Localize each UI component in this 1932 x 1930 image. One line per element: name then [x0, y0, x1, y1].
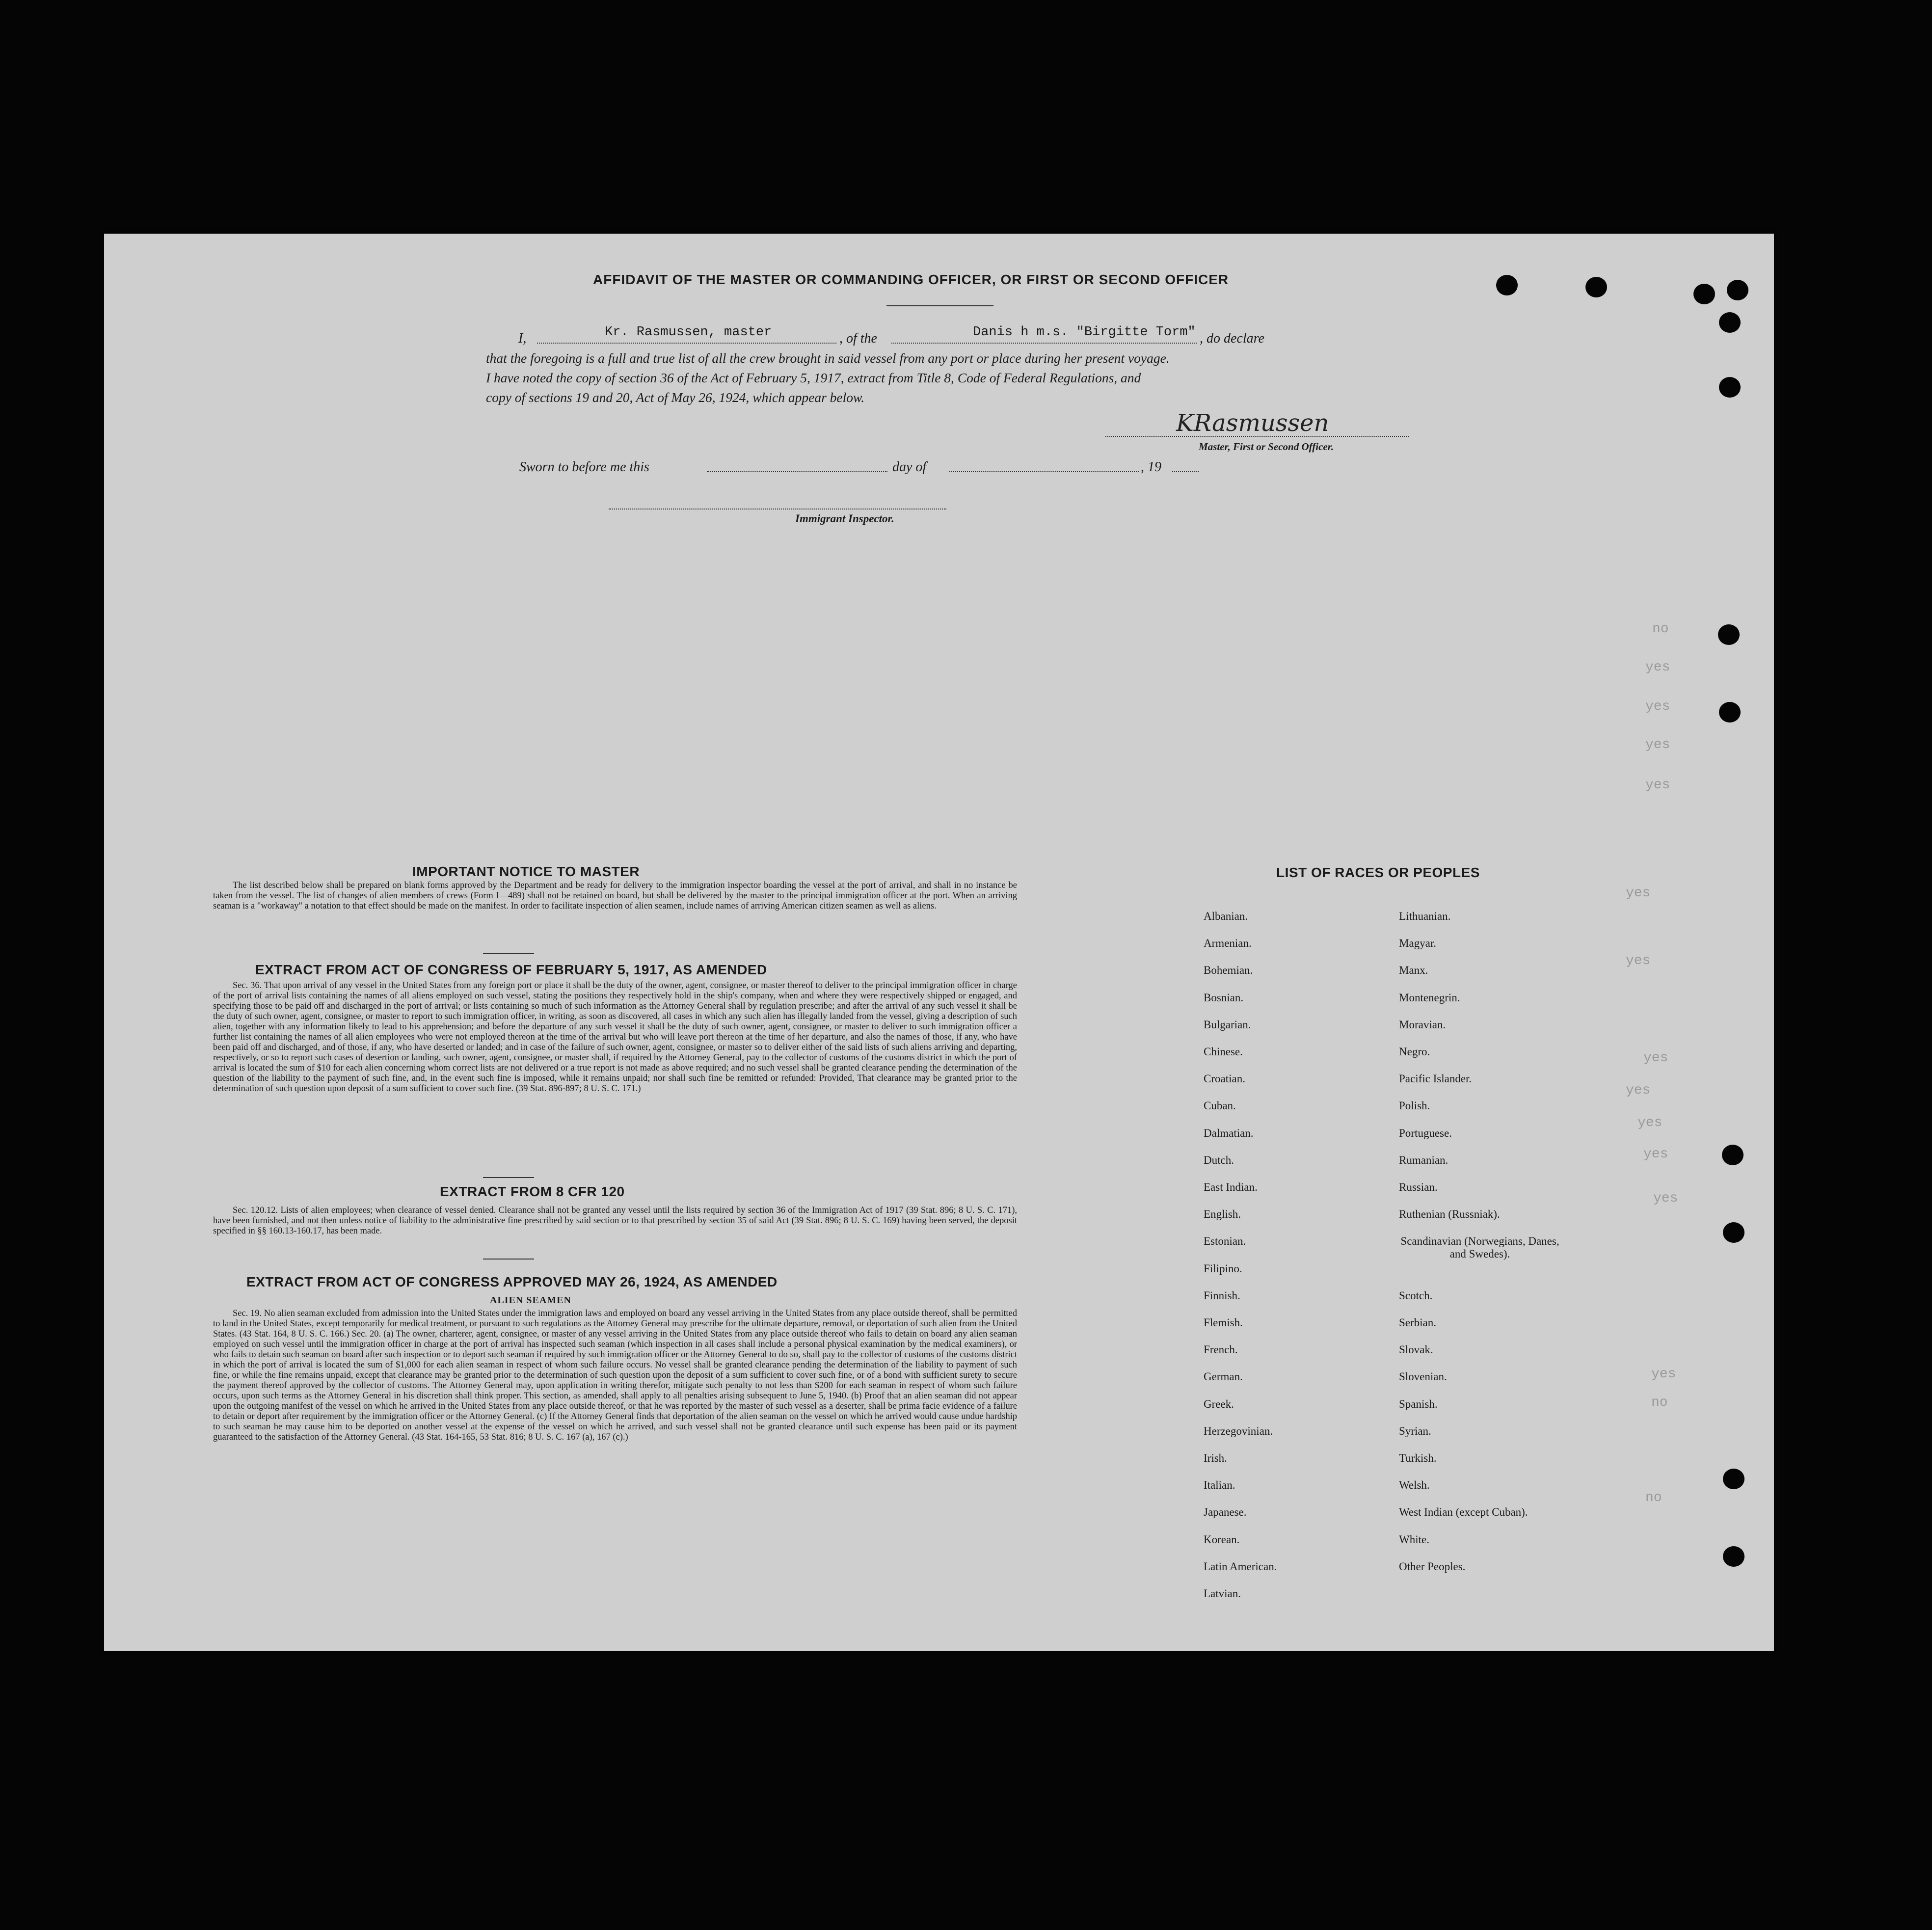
bleed-through-mark: yes: [1626, 885, 1651, 901]
punch-hole: [1496, 275, 1518, 295]
race-item: Welsh.: [1399, 1479, 1430, 1492]
race-item: Croatian.: [1204, 1072, 1245, 1085]
race-item: Armenian.: [1204, 937, 1252, 950]
bleed-through-mark: yes: [1626, 1083, 1651, 1098]
section-divider: [483, 953, 534, 954]
race-item: Scandinavian (Norwegians, Danes, and Swedes).: [1400, 1235, 1559, 1260]
race-item: Italian.: [1204, 1479, 1235, 1492]
race-item: Filipino.: [1204, 1262, 1242, 1275]
extract-1924-subtitle: ALIEN SEAMEN: [490, 1295, 571, 1306]
race-item: Estonian.: [1204, 1235, 1246, 1248]
race-item: Spanish.: [1399, 1397, 1438, 1410]
vessel-name-value: Danis h m.s. "Birgitte Torm": [973, 325, 1196, 340]
bleed-through-mark: yes: [1643, 1147, 1668, 1162]
race-item: Albanian.: [1204, 910, 1248, 922]
extract-cfr-body: Sec. 120.12. Lists of alien employees; when clearance of vessel denied. Clearance shall not be granted any vessel until the lists required by section 36 of the Immigration Act of 1917 (39 Stat. 896; 8 U. S. C. 171), have been furnished, and not then unless notice of liability to the administrative fine prescribed by said section or to that prescribed by section 35 of said Act (39 Stat. 896; 8 U. S. C. 169) having been served, the deposit specified in §§ 160.13-160.17, has been made.: [213, 1206, 1017, 1236]
race-item: Portuguese.: [1399, 1126, 1452, 1139]
sworn-label: Sworn to before me this: [519, 459, 649, 475]
section-divider: [483, 1259, 534, 1260]
race-item: Greek.: [1204, 1397, 1234, 1410]
race-item: Bohemian.: [1204, 964, 1253, 977]
punch-hole: [1722, 1145, 1744, 1165]
sworn-day-line: [707, 471, 887, 472]
race-item: Polish.: [1399, 1099, 1430, 1112]
bleed-through-mark: yes: [1626, 953, 1651, 968]
extract-1917-body: Sec. 36. That upon arrival of any vessel in the United States from any foreign port or place it shall be the duty of the owner, agent, consignee, or master thereof to deliver to the principal immigration officer in charge of the port of arrival lists containing the names of all aliens employed on such vessel, stating the positions they respectively hold in the ship's company, when and where they were respectively shipped or engaged, and specifying those to be paid off and discharged in the port of arrival; or lists containing so much of such information as the Attorney General shall by regulation prescribe; and after the arrival of any such vessel it shall be the duty of such owner, agent, consignee, or master to report to such immigration officer, in writing, as soon as discovered, all cases in which any such alien has illegally landed from the vessel, giving a description of such alien, together with any information likely to lead to his apprehension; and before the departure of any such vessel it shall be the duty of such owner, agent, consignee, or master to deliver to such immigration officer a further list containing the names of all alien employees who were not employed thereon at the time of the arrival but who will leave port thereon at the time of her departure, and also the names of those, if any, who have been paid off and discharged, and of those, if any, who have deserted or landed; and in case of the failure of such owner, agent, consignee, or master so to deliver either of the said lists of such aliens arriving and departing, respectively, or so to report such cases of desertion or landing, such owner, agent, consignee, or master shall, if required by the Attorney General, pay to the collector of customs of the customs district in which the port of arrival is located the sum of $10 for each alien concerning whom correct lists are not delivered or a true report is not made as above required; and no such vessel shall be granted clearance pending the determination of the question of the liability to the payment of such fine, and, in the event such fine is imposed, while it remains unpaid; nor shall such fine be remitted or refunded: Provided, That clearance may be granted prior to the determination of such question upon deposit of a sum sufficient to cover such fine. (39 Stat. 896-897; 8 U. S. C. 171.): [213, 981, 1017, 1094]
race-item: Flemish.: [1204, 1316, 1243, 1329]
affidavit-line-4: copy of sections 19 and 20, Act of May 26, 1924, which appear below.: [486, 390, 865, 405]
race-item: Moravian.: [1399, 1018, 1446, 1031]
race-item: Rumanian.: [1399, 1153, 1449, 1166]
bleed-through-mark: no: [1645, 1490, 1662, 1505]
affidavit-title: AFFIDAVIT OF THE MASTER OR COMMANDING OFFICER, OR FIRST OR SECOND OFFICER: [593, 272, 1229, 287]
race-item: Turkish.: [1399, 1452, 1437, 1464]
do-declare-label: , do declare: [1200, 331, 1264, 346]
affidavit-i-label: I,: [518, 331, 527, 346]
bleed-through-mark: yes: [1645, 699, 1670, 714]
extract-cfr-title: EXTRACT FROM 8 CFR 120: [440, 1184, 625, 1199]
race-item: Negro.: [1399, 1045, 1430, 1058]
race-item: Finnish.: [1204, 1289, 1240, 1302]
punch-hole: [1718, 624, 1740, 645]
day-of-label: day of: [892, 459, 927, 475]
race-item: Bosnian.: [1204, 991, 1244, 1004]
punch-hole: [1719, 702, 1741, 723]
race-item: Manx.: [1399, 964, 1428, 977]
race-item: Korean.: [1204, 1533, 1240, 1546]
punch-hole: [1723, 1546, 1744, 1567]
signature-line: [1105, 436, 1409, 437]
affidavit-line-2: that the foregoing is a full and true list of all the crew brought in said vessel from any port or place during her present voyage.: [486, 350, 1170, 366]
punch-hole: [1727, 280, 1748, 300]
race-item: Cuban.: [1204, 1099, 1236, 1112]
section-divider: [483, 1177, 534, 1178]
bleed-through-mark: yes: [1651, 1367, 1676, 1382]
signature-caption: Master, First or Second Officer.: [1199, 441, 1334, 453]
race-item: Russian.: [1399, 1181, 1438, 1193]
race-item: Syrian.: [1399, 1424, 1431, 1437]
bleed-through-mark: no: [1651, 1395, 1668, 1410]
race-item: West Indian (except Cuban).: [1399, 1506, 1528, 1519]
inspector-caption: Immigrant Inspector.: [795, 512, 894, 525]
race-item: Latin American.: [1204, 1560, 1277, 1573]
extract-1917-title: EXTRACT FROM ACT OF CONGRESS OF FEBRUARY 5, 1917, AS AMENDED: [255, 962, 767, 977]
sworn-month-line: [949, 471, 1139, 472]
race-item: Other Peoples.: [1399, 1560, 1466, 1573]
affidavit-line-3: I have noted the copy of section 36 of the Act of February 5, 1917, extract from Title 8, Code of Federal Regulations, and: [486, 370, 1141, 385]
of-the-label: , of the: [839, 331, 877, 346]
master-signature: KRasmussen: [1176, 409, 1329, 437]
extract-1924-title: EXTRACT FROM ACT OF CONGRESS APPROVED MAY 26, 1924, AS AMENDED: [246, 1274, 778, 1289]
bleed-through-mark: no: [1652, 621, 1669, 637]
bleed-through-mark: yes: [1645, 660, 1670, 675]
race-item: Lithuanian.: [1399, 910, 1451, 922]
master-name-value: Kr. Rasmussen, master: [605, 325, 772, 340]
vessel-field-line: [891, 343, 1197, 344]
race-item: Irish.: [1204, 1452, 1227, 1464]
race-item: Dutch.: [1204, 1153, 1234, 1166]
race-item: White.: [1399, 1533, 1429, 1546]
punch-hole: [1719, 377, 1741, 398]
races-title: LIST OF RACES OR PEOPLES: [1276, 865, 1480, 880]
race-item: German.: [1204, 1370, 1243, 1383]
notice-body: The list described below shall be prepared on blank forms approved by the Department and be ready for delivery to the immigration inspector boarding the vessel at the port of arrival, and shall in no instance be taken from the vessel. The list of changes of alien members of crews (Form I—489) shall not be retained on board, but shall be delivered by the master to the principal immigration officer at the port. When an arriving seaman is a "workaway" a notation to that effect should be made on the manifest. In order to facilitate inspection of alien seamen, include names of arriving American citizen seamen as well as aliens.: [213, 881, 1017, 911]
race-item: Slovak.: [1399, 1343, 1433, 1356]
punch-hole: [1693, 284, 1715, 304]
punch-hole: [1723, 1469, 1744, 1489]
race-item: Dalmatian.: [1204, 1126, 1254, 1139]
race-item: Slovenian.: [1399, 1370, 1447, 1383]
race-item: Pacific Islander.: [1399, 1072, 1472, 1085]
document-page: [104, 234, 1774, 1651]
bleed-through-mark: yes: [1637, 1115, 1663, 1130]
race-item: Scotch.: [1399, 1289, 1433, 1302]
race-item: English.: [1204, 1208, 1241, 1221]
race-item: Herzegovinian.: [1204, 1424, 1273, 1437]
bleed-through-mark: yes: [1645, 777, 1670, 793]
title-divider: [886, 305, 993, 306]
bleed-through-mark: yes: [1643, 1050, 1668, 1066]
race-item: Ruthenian (Russniak).: [1399, 1208, 1500, 1221]
race-item: French.: [1204, 1343, 1238, 1356]
race-item: Serbian.: [1399, 1316, 1437, 1329]
race-item: Montenegrin.: [1399, 991, 1460, 1004]
race-item: Magyar.: [1399, 937, 1437, 950]
bleed-through-mark: yes: [1645, 737, 1670, 752]
punch-hole: [1723, 1222, 1744, 1243]
race-item: Bulgarian.: [1204, 1018, 1251, 1031]
extract-1924-body: Sec. 19. No alien seaman excluded from admission into the United States under the immigration laws and employed on board any vessel arriving in the United States from any place outside thereof, shall be permitted to land in the United States, except temporarily for medical treatment, or pursuant to such regulations as the Attorney General may prescribe for the ultimate departure, removal, or deportation of such alien from the United States. (43 Stat. 164, 8 U. S. C. 166.) Sec. 20. (a) The owner, charterer, agent, consignee, or master of any vessel arriving in the United States from any place outside thereof who fails to detain on board any alien seaman employed on such vessel until the immigration officer in charge at the port of arrival has inspected such seaman (which inspection in all cases shall include a personal physical examination by the medical examiners), or who fails to detain such seaman on board after such inspection or to deport such seaman if required by such immigration officer or the Attorney General to do so, shall pay to the collector of customs of the customs district in which the port of arrival is located the sum of $1,000 for each alien seaman in respect of whom such failure occurs. No vessel shall be granted clearance pending the determination of the liability to payment of such fine, or while the fine remains unpaid, except that clearance may be granted prior to the determination of such question upon the deposit of a sum sufficient to cover such fine, or of a bond with sufficient surety to secure the payment thereof approved by the collector of customs. The Attorney General may, upon application in writing therefor, mitigate such penalty to not less than $200 for each seaman in respect of whom such failure occurs, upon such terms as the Attorney General in his discretion shall think proper. This section, as amended, shall apply to all penalties arising subsequent to June 5, 1940. (b) Proof that an alien seaman did not appear upon the outgoing manifest of the vessel on which he arrived in the United States from any place outside thereof, or that he was reported by the master of such vessel as a deserter, shall be prima facie evidence of a failure to detain or deport after requirement by the immigration officer or the Attorney General. (c) If the Attorney General finds that deportation of the alien seaman on the vessel on which he arrived would cause undue hardship to such seaman he may cause him to be deported on another vessel at the expense of the vessel on which he arrived, and such vessel shall not be granted clearance until such expense has been paid or its payment guaranteed to the satisfaction of the Attorney General. (43 Stat. 164-165, 53 Stat. 816; 8 U. S. C. 167 (a), 167 (c).): [213, 1309, 1017, 1442]
race-item: East Indian.: [1204, 1181, 1258, 1193]
notice-title: IMPORTANT NOTICE TO MASTER: [412, 864, 640, 879]
bleed-through-mark: yes: [1653, 1191, 1678, 1206]
name-field-line: [537, 343, 836, 344]
race-item: Latvian.: [1204, 1587, 1241, 1600]
sworn-year-line: [1172, 471, 1199, 472]
punch-hole: [1585, 277, 1607, 297]
race-item: Chinese.: [1204, 1045, 1243, 1058]
punch-hole: [1719, 312, 1741, 333]
race-item: Japanese.: [1204, 1506, 1247, 1519]
year-label: , 19: [1141, 459, 1161, 475]
